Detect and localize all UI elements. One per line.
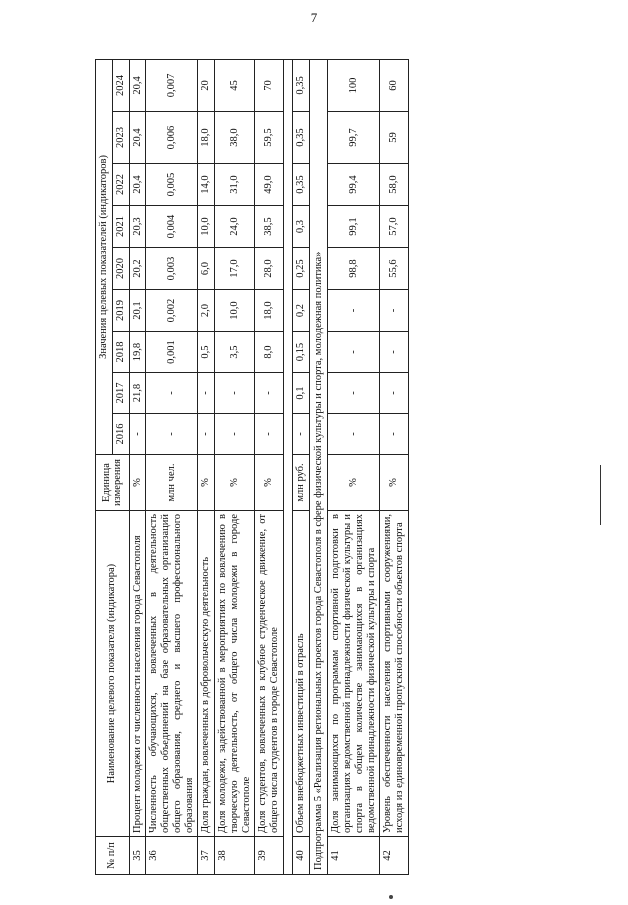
table-row (146, 59, 198, 874)
indicator-name: Доля молодежи, задействованной в мероприятиях по вовлечению в творческую деятельность, от общего числа молодежи в городе Севастополе (215, 511, 255, 837)
indicator-value: 20,1 (129, 290, 146, 332)
indicator-value: - (215, 373, 255, 414)
header-name: Наименование целевого показателя (индикатора) (96, 511, 130, 837)
table-row (292, 59, 309, 874)
indicator-value: - (328, 332, 380, 373)
indicator-unit: % (215, 455, 255, 511)
divider-line (600, 465, 601, 525)
indicator-value: 8,0 (255, 332, 284, 373)
indicator-value: 20,4 (129, 59, 146, 111)
indicator-value: 99,1 (328, 206, 380, 248)
indicator-value: - (146, 373, 198, 414)
indicator-value: 3,5 (215, 332, 255, 373)
indicator-value: - (198, 414, 215, 455)
indicator-name: Доля занимающихся по программам спортивной подготовки в организациях ведомственной принадлежности физической культуры и спорта в общем количестве занимающихся в организациях ведомственной принадлежности физической культуры и спорта (328, 511, 380, 837)
indicator-value: 20,4 (129, 112, 146, 164)
year-header: 2020 (112, 248, 129, 290)
indicator-value: 99,7 (328, 112, 380, 164)
subprogram-row (309, 59, 328, 874)
indicator-value: - (255, 414, 284, 455)
indicator-value: 0,35 (292, 164, 309, 206)
indicator-value: - (328, 414, 380, 455)
row-number: 35 (129, 837, 146, 875)
indicator-value: 0,005 (146, 164, 198, 206)
page-number: 7 (310, 10, 318, 25)
indicator-value: 2,0 (198, 290, 215, 332)
indicator-unit: % (255, 455, 284, 511)
indicator-value: 0,2 (292, 290, 309, 332)
indicator-value: 0,007 (146, 59, 198, 111)
indicator-unit: % (129, 455, 146, 511)
indicator-value: 99,4 (328, 164, 380, 206)
subprogram-title: Подпрограмма 5 «Реализация региональных проектов города Севастополя в сфере физической культуры и спорта, молодежная политика» (309, 59, 328, 874)
indicator-value: - (328, 290, 380, 332)
row-number: 40 (292, 837, 309, 875)
table-row (255, 59, 284, 874)
row-number: 37 (198, 837, 215, 875)
indicator-value: 17,0 (215, 248, 255, 290)
indicator-value: 38,0 (215, 112, 255, 164)
row-number: 42 (380, 837, 409, 875)
year-header: 2017 (112, 373, 129, 414)
indicator-value: 0,006 (146, 112, 198, 164)
year-header: 2021 (112, 206, 129, 248)
indicator-unit: % (328, 455, 380, 511)
indicator-value: 10,0 (215, 290, 255, 332)
indicator-value: 19,8 (129, 332, 146, 373)
indicator-unit: млн чел. (146, 455, 198, 511)
indicator-value: 60 (380, 59, 409, 111)
indicator-value: 0,001 (146, 332, 198, 373)
year-header: 2019 (112, 290, 129, 332)
indicator-name: Доля граждан, вовлеченных в добровольческую деятельность (198, 511, 215, 837)
indicator-value: 59,5 (255, 112, 284, 164)
indicator-value: 45 (215, 59, 255, 111)
indicator-value: - (380, 290, 409, 332)
indicator-value: 0,25 (292, 248, 309, 290)
indicator-value: 10,0 (198, 206, 215, 248)
year-header: 2023 (112, 112, 129, 164)
indicator-unit: % (198, 455, 215, 511)
indicator-value: - (292, 414, 309, 455)
indicator-value: - (328, 373, 380, 414)
year-header: 2018 (112, 332, 129, 373)
indicator-value: 0,15 (292, 332, 309, 373)
indicator-unit: млн руб. (292, 455, 309, 511)
indicator-value: 0,3 (292, 206, 309, 248)
indicator-value: 14,0 (198, 164, 215, 206)
indicator-value: 20,4 (129, 164, 146, 206)
indicator-value: - (255, 373, 284, 414)
indicator-name: Объем внебюджетных инвестиций в отрасль (292, 511, 309, 837)
scan-mark (389, 895, 393, 899)
indicator-value: 0,5 (198, 332, 215, 373)
indicator-value: 24,0 (215, 206, 255, 248)
row-number: 36 (146, 837, 198, 875)
indicator-value: 6,0 (198, 248, 215, 290)
header-values: Значения целевых показателей (индикаторов) (96, 59, 113, 454)
year-header: 2024 (112, 59, 129, 111)
indicator-value: - (198, 373, 215, 414)
indicator-value: 38,5 (255, 206, 284, 248)
indicator-value: 58,0 (380, 164, 409, 206)
indicator-value: 21,8 (129, 373, 146, 414)
year-header: 2016 (112, 414, 129, 455)
row-number: 41 (328, 837, 380, 875)
row-number: 38 (215, 837, 255, 875)
indicator-value: - (380, 332, 409, 373)
table-row (328, 59, 380, 874)
indicator-value: 0,002 (146, 290, 198, 332)
table-header-row (96, 59, 113, 874)
indicator-value: 70 (255, 59, 284, 111)
indicator-value: 0,003 (146, 248, 198, 290)
indicator-value: 100 (328, 59, 380, 111)
table-row (129, 59, 146, 874)
row-number: 39 (255, 837, 284, 875)
indicator-value: - (215, 414, 255, 455)
spacer-cell (283, 59, 292, 874)
indicator-value: 49,0 (255, 164, 284, 206)
indicator-name: Уровень обеспеченности населения спортивными сооружениями, исходя из единовременной пропускной способности объектов спорта (380, 511, 409, 837)
indicator-value: 98,8 (328, 248, 380, 290)
indicator-value: - (380, 414, 409, 455)
indicator-value: 0,35 (292, 59, 309, 111)
indicator-value: 0,35 (292, 112, 309, 164)
indicator-value: - (146, 414, 198, 455)
indicator-name: Процент молодежи от численности населения города Севастополя (129, 511, 146, 837)
year-header: 2022 (112, 164, 129, 206)
indicator-value: 57,0 (380, 206, 409, 248)
indicator-value: 59 (380, 112, 409, 164)
indicator-value: 0,1 (292, 373, 309, 414)
indicator-value: - (380, 373, 409, 414)
indicator-table-container (95, 60, 540, 875)
indicator-unit: % (380, 455, 409, 511)
table-row (215, 59, 255, 874)
indicator-value: 20,3 (129, 206, 146, 248)
indicator-value: - (129, 414, 146, 455)
spacer-row (283, 59, 292, 874)
indicator-value: 20,2 (129, 248, 146, 290)
indicator-name: Численность обучающихся, вовлеченных в деятельность общественных объединений на базе образовательных организаций общего образования, среднего и высшего профессионального образования (146, 511, 198, 837)
indicator-value: 28,0 (255, 248, 284, 290)
indicator-name: Доля студентов, вовлеченных в клубное студенческое движение, от общего числа студентов в городе Севастополе (255, 511, 284, 837)
indicator-value: 20 (198, 59, 215, 111)
header-unit: Единица измерения (96, 455, 130, 511)
indicator-value: 0,004 (146, 206, 198, 248)
header-no: № п/п (96, 837, 130, 875)
indicator-value: 55,6 (380, 248, 409, 290)
indicator-table (95, 59, 409, 875)
indicator-value: 31,0 (215, 164, 255, 206)
indicator-value: 18,0 (255, 290, 284, 332)
table-row (380, 59, 409, 874)
indicator-value: 18,0 (198, 112, 215, 164)
table-row (198, 59, 215, 874)
